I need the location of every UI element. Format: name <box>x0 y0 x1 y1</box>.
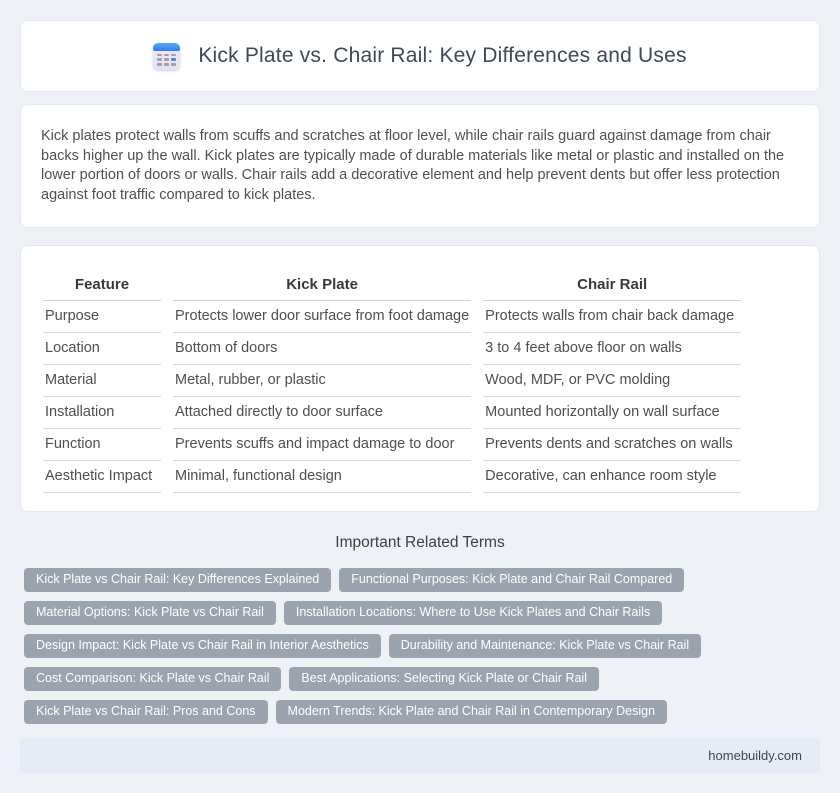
column-header-chair-rail: Chair Rail <box>483 270 741 301</box>
related-terms-list <box>20 568 820 724</box>
related-term-tag[interactable]: Installation Locations: Where to Use Kick Plates and Chair Rails <box>284 601 662 625</box>
feature-cell: Function <box>43 429 161 461</box>
chair-rail-cell: Wood, MDF, or PVC molding <box>483 365 741 397</box>
kick-plate-cell: Metal, rubber, or plastic <box>173 365 471 397</box>
table-row <box>43 301 741 333</box>
table-row <box>43 365 741 397</box>
chair-rail-cell: Decorative, can enhance room style <box>483 461 741 493</box>
related-term-tag[interactable]: Kick Plate vs Chair Rail: Pros and Cons <box>24 700 268 724</box>
description-text: Kick plates protect walls from scuffs and scratches at floor level, while chair rails guard against damage from chair backs higher up the wall. Kick plates are typically made of durable materials like metal or plastic and installed on the lower portion of doors or walls. Chair rails add a decorative element and help prevent dents but offer less protection against foot traffic compared to kick plates. <box>41 128 785 203</box>
table-row <box>43 461 741 493</box>
feature-cell: Aesthetic Impact <box>43 461 161 493</box>
table-row <box>43 429 741 461</box>
calendar-icon <box>153 43 180 70</box>
feature-cell: Material <box>43 365 161 397</box>
related-term-tag[interactable]: Durability and Maintenance: Kick Plate vs Chair Rail <box>389 634 701 658</box>
description-card <box>20 104 820 228</box>
related-term-tag[interactable]: Functional Purposes: Kick Plate and Chair Rail Compared <box>339 568 684 592</box>
comparison-table <box>31 270 753 493</box>
kick-plate-cell: Attached directly to door surface <box>173 397 471 429</box>
table-row <box>43 333 741 365</box>
related-term-tag[interactable]: Design Impact: Kick Plate vs Chair Rail in Interior Aesthetics <box>24 634 381 658</box>
table-row <box>43 397 741 429</box>
footer <box>20 738 820 773</box>
feature-cell: Purpose <box>43 301 161 333</box>
kick-plate-cell: Protects lower door surface from foot damage <box>173 301 471 333</box>
column-header-kick-plate: Kick Plate <box>173 270 471 301</box>
chair-rail-cell: 3 to 4 feet above floor on walls <box>483 333 741 365</box>
related-term-tag[interactable]: Modern Trends: Kick Plate and Chair Rail in Contemporary Design <box>276 700 668 724</box>
chair-rail-cell: Prevents dents and scratches on walls <box>483 429 741 461</box>
related-term-tag[interactable]: Material Options: Kick Plate vs Chair Rail <box>24 601 276 625</box>
kick-plate-cell: Minimal, functional design <box>173 461 471 493</box>
kick-plate-cell: Bottom of doors <box>173 333 471 365</box>
related-term-tag[interactable]: Kick Plate vs Chair Rail: Key Differences Explained <box>24 568 331 592</box>
related-term-tag[interactable]: Best Applications: Selecting Kick Plate or Chair Rail <box>289 667 599 691</box>
column-header-feature: Feature <box>43 270 161 301</box>
site-domain: homebuildy.com <box>708 748 802 763</box>
related-terms-title: Important Related Terms <box>335 534 505 551</box>
chair-rail-cell: Protects walls from chair back damage <box>483 301 741 333</box>
feature-cell: Installation <box>43 397 161 429</box>
page-title: Kick Plate vs. Chair Rail: Key Differences and Uses <box>198 44 687 67</box>
kick-plate-cell: Prevents scuffs and impact damage to door <box>173 429 471 461</box>
feature-cell: Location <box>43 333 161 365</box>
comparison-table-card <box>20 245 820 512</box>
table-header-row <box>43 270 741 301</box>
chair-rail-cell: Mounted horizontally on wall surface <box>483 397 741 429</box>
related-term-tag[interactable]: Cost Comparison: Kick Plate vs Chair Rail <box>24 667 281 691</box>
header-card <box>20 20 820 92</box>
